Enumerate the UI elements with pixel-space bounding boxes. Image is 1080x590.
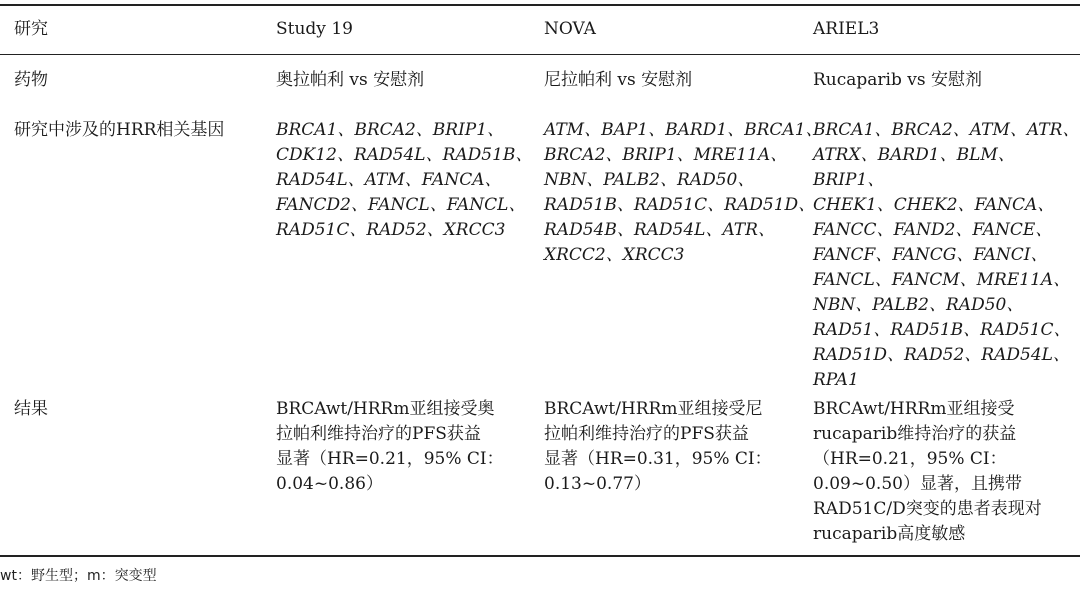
header-ariel3: ARIEL3 [813,19,880,39]
header-study: 研究 [14,19,48,39]
header-study19: Study 19 [276,19,353,39]
header-nova: NOVA [544,19,596,39]
row-result-nova: BRCAwt/HRRm亚组接受尼 拉帕利维持治疗的PFS获益 显著（HR=0.31，95% CI： 0.13~0.77） [544,399,772,494]
row-drug-label: 药物 [14,70,48,90]
row-genes-ariel3: BRCA1、BRCA2、ATM、ATR、 ATRX、BARD1、BLM、BRIP1、 CHEK1、CHEK2、FANCA、 FANCC、FAND2、FANCE、 FANCF、FANCG、FANCI、 FANCL、FANCM、MRE11A、 NBN、PALB2、RAD50、 RAD51、RAD51B、RAD51C、 RAD51D、RAD52、RAD54L、 RPA1 [813,120,1080,390]
table-footnote: wt：野生型；m：突变型 [0,568,157,584]
row-result-study19: BRCAwt/HRRm亚组接受奥 拉帕利维持治疗的PFS获益 显著（HR=0.21，95% CI： 0.04~0.86） [276,399,504,494]
row-genes-nova: ATM、BAP1、BARD1、BRCA1、 BRCA2、BRIP1、MRE11A、 NBN、PALB2、RAD50、 RAD51B、RAD51C、RAD51D、 RAD54B、RAD54L、ATR、 XRCC2、XRCC3 [544,120,823,265]
table-header-rule [0,54,1080,55]
row-result-ariel3: BRCAwt/HRRm亚组接受 rucaparib维持治疗的获益 （HR=0.21，95% CI： 0.09~0.50）显著，且携带 RAD51C/D突变的患者表现对 rucaparib高度敏感 [813,399,1042,544]
row-drug-nova: 尼拉帕利 vs 安慰剂 [544,70,693,90]
row-genes-label: 研究中涉及的HRR相关基因 [14,120,225,140]
table-bottom-rule [0,555,1080,557]
row-drug-study19: 奥拉帕利 vs 安慰剂 [276,70,425,90]
table-top-rule [0,4,1080,6]
row-result-label: 结果 [14,399,48,419]
row-drug-ariel3: Rucaparib vs 安慰剂 [813,70,983,90]
row-genes-study19: BRCA1、BRCA2、BRIP1、 CDK12、RAD54L、RAD51B、 RAD54L、ATM、FANCA、 FANCD2、FANCL、FANCL、 RAD51C、RAD52、XRCC3 [276,120,533,240]
